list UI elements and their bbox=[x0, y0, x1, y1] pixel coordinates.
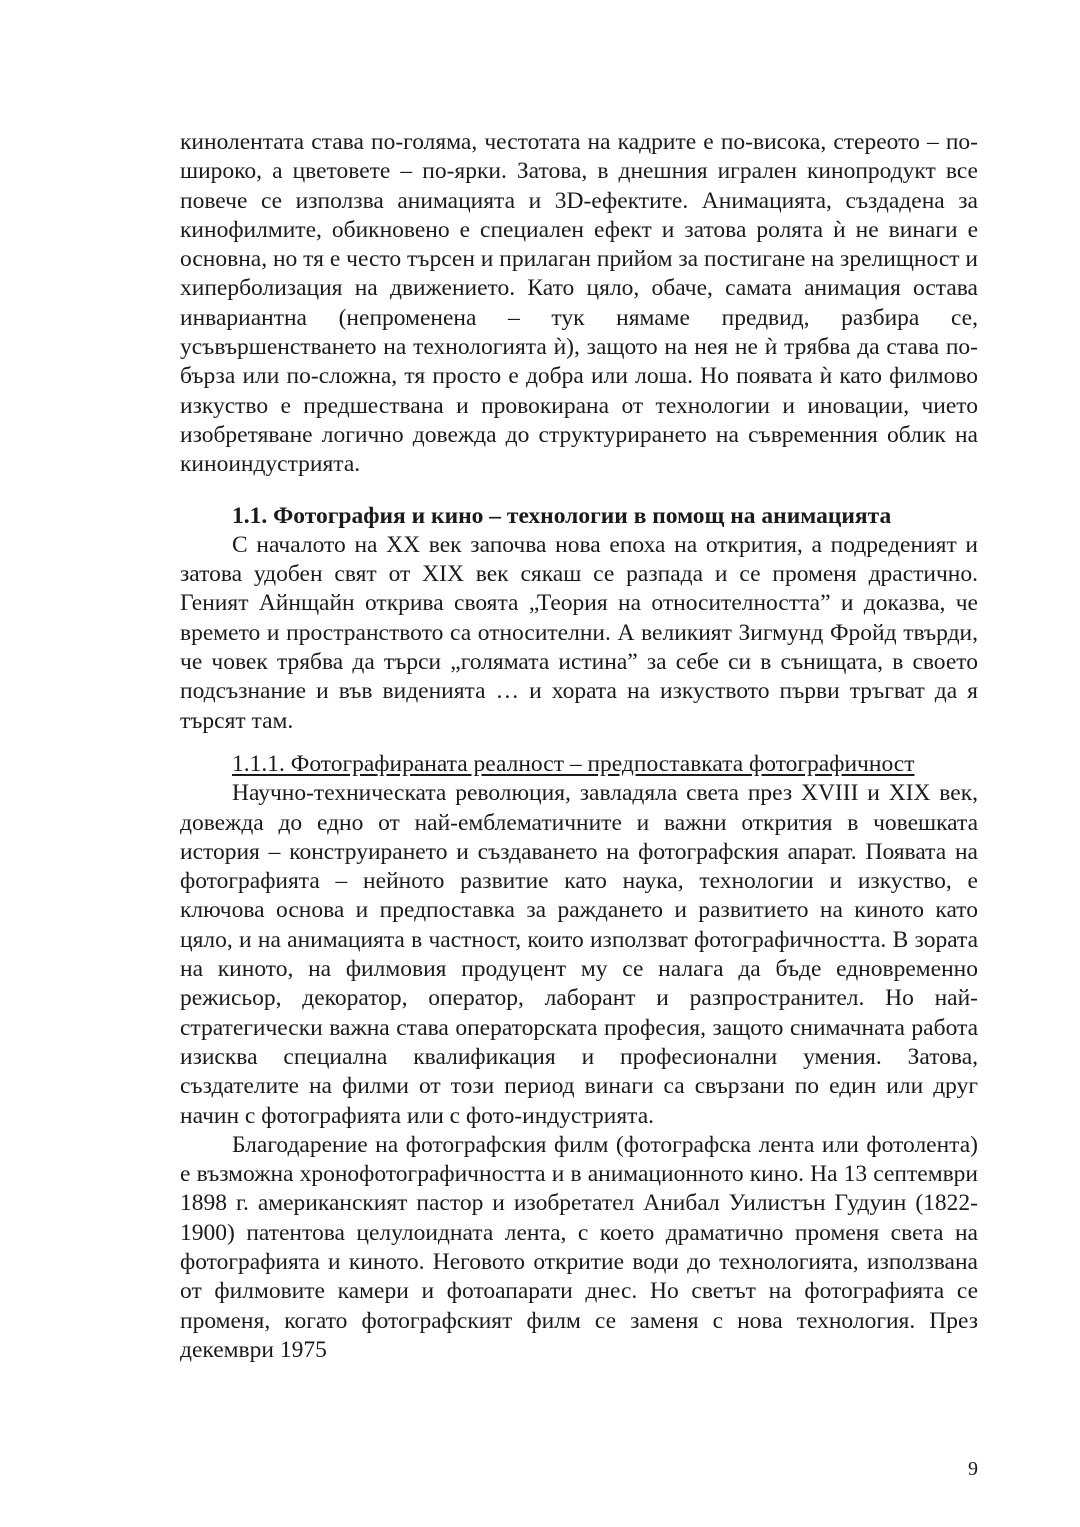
intro-paragraph: кинолентата става по-голяма, честотата на кадрите е по-висока, стереото – по-широко, а цветовете – по-ярки. Затова, в днешния игрален кинопродукт все повече се използва анимацията и 3D-ефектите. Анимацията, създадена за кинофилмите, обикновено е специален ефект и затова ролята ѝ не винаги е основна, но тя е често търсен и прилаган прийом за постигане на зрелищност и хиперболизация на движението. Като цяло, обаче, самата анимация остава инвариантна (непроменена – тук нямаме предвид, разбира се, усъвършенстването на технологията ѝ), защото на нея не ѝ трябва да става по-бърза или по-сложна, тя просто е добра или лоша. Но появата ѝ като филмово изкуство е предшествана и провокирана от технологии и иновации, чието изобретяване логично довежда до структурирането на съвременния облик на киноиндустрията. bbox=[180, 129, 978, 478]
section-heading: 1.1. Фотография и кино – технологии в помощ на анимацията bbox=[232, 502, 892, 529]
section-paragraph: С началото на XX век започва нова епоха на открития, а подреденият и затова удобен свят от XIX век сякаш се разпада и се променя драстично. Геният Айнщайн открива своята „Теория на относителността” и доказва, че времето и пространството са относителни. А великият Зигмунд Фройд твърди, че човек трябва да търси „голямата истина” за себе си в сънищата, в своето подсъзнание и във виденията … и хората на изкуството първи тръгват да я търсят там. bbox=[180, 531, 978, 734]
subsection-paragraph-2: Благодарение на фотографския филм (фотографска лента или фотолента) е възможна хронофотографичността и в анимационното кино. На 13 септември 1898 г. американският пастор и изобретател Анибал Уилистън Гудуин (1822-1900) патентова целулоидната лента, с което драматично променя света на фотографията и киното. Неговото откритие води до технологията, използвана от филмовите камери и фотоапарати днес. Но светът на фотографията се променя, когато фотографският филм се заменя с нова технология. През декември 1975 bbox=[180, 1131, 978, 1363]
spacer bbox=[180, 480, 978, 502]
subsection-paragraph-1: Научно-техническата революция, завладяла света през XVIII и XIX век, довежда до едно от най-емблематичните и важни открития в човешката история – конструирането и създаването на фотографския апарат. Появата на фотографията – нейното развитие като наука, технологии и изкуство, е ключова основа и предпоставка за раждането и развитието на киното като цяло, и на анимацията в частност, които използват фотографичността. В зората на киното, на филмовия продуцент му се налага да бъде едновременно режисьор, декоратор, оператор, лаборант и разпространител. Но най-стратегически важна става операторската професия, защото снимачната работа изисква специална квалификация и професионални умения. Затова, създателите на филми от този период винаги са свързани по един или друг начин с фотографията или с фото-индустрията. bbox=[180, 780, 978, 1129]
document-page bbox=[180, 128, 978, 1365]
subsection-heading: 1.1.1. Фотографираната реалност – предпоставката фотографичност bbox=[232, 750, 915, 777]
spacer bbox=[180, 736, 978, 750]
page-number: 9 bbox=[968, 1458, 978, 1480]
